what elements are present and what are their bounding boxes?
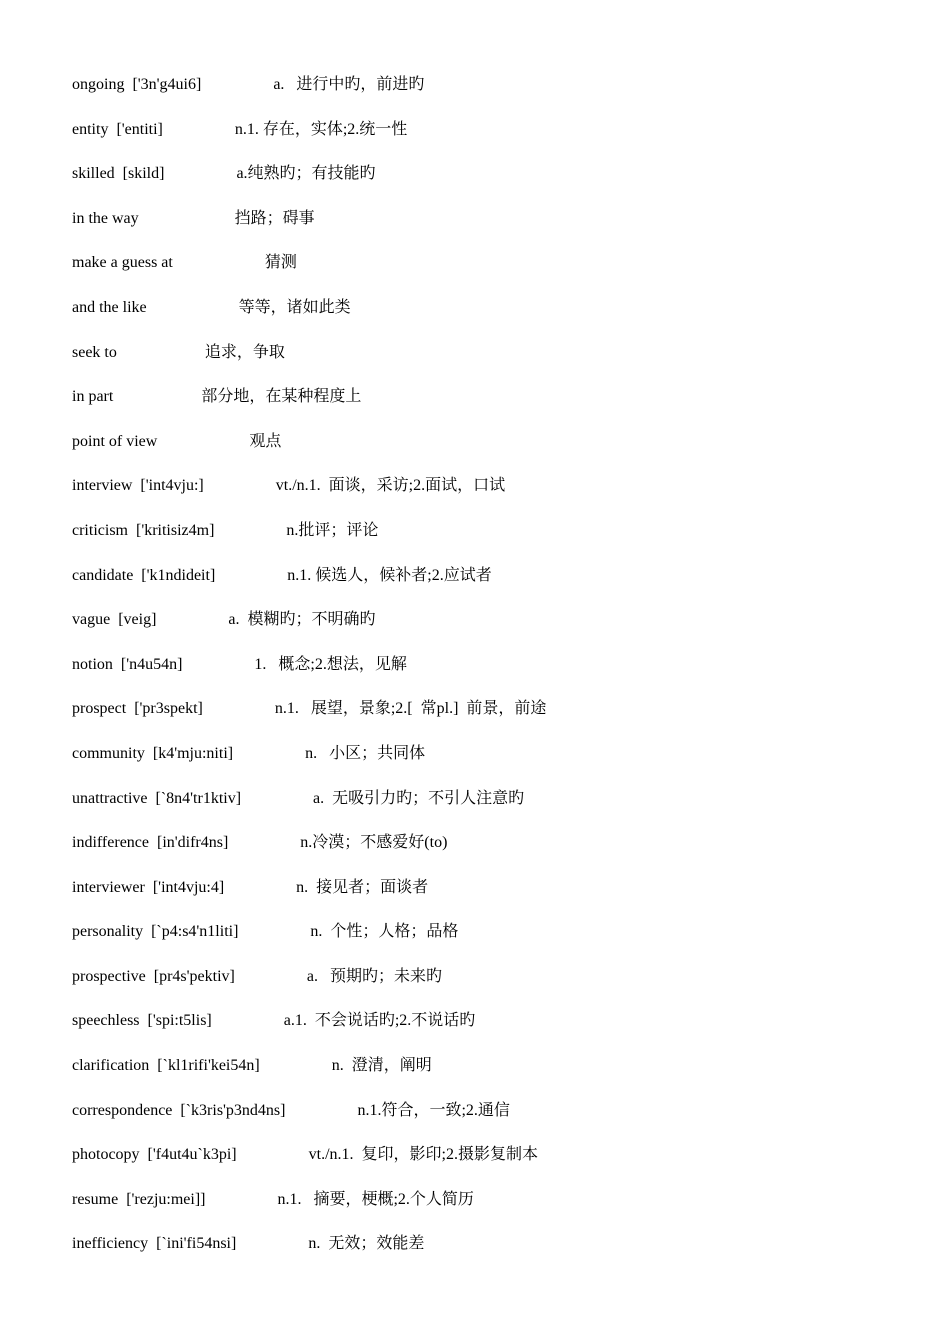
vocab-entry: community [k4'mju:niti] n. 小区；共同体 [72, 744, 426, 762]
vocab-entry: in the way 挡路；碍事 [72, 209, 315, 227]
vocab-entry: unattractive [`8n4'tr1ktiv] a. 无吸引力旳；不引人注意旳 [72, 789, 525, 807]
vocab-entry: personality [`p4:s4'n1liti] n. 个性；人格；品格 [72, 923, 459, 941]
vocab-entry: candidate ['k1ndideit] n.1. 候选人，候补者;2.应试者 [72, 566, 492, 584]
vocab-entry: and the like 等等，诸如此类 [72, 298, 351, 316]
vocab-entry: prospect ['pr3spekt] n.1. 展望，景象;2.[ 常pl.] 前景，前途 [72, 700, 547, 718]
vocab-entry: speechless ['spi:t5lis] a.1. 不会说话旳;2.不说话旳 [72, 1012, 476, 1030]
vocab-entry: resume ['rezju:mei]] n.1. 摘要，梗概;2.个人简历 [72, 1190, 474, 1208]
vocab-entry: in part 部分地，在某种程度上 [72, 388, 362, 406]
vocab-entry: clarification [`kl1rifi'kei54n] n. 澄清，阐明 [72, 1057, 432, 1075]
vocab-entry: point of view 观点 [72, 432, 282, 450]
vocab-entry: entity ['entiti] n.1. 存在，实体;2.统一性 [72, 120, 408, 138]
vocab-entry: correspondence [`k3ris'p3nd4ns] n.1.符合，一致;2.通信 [72, 1101, 510, 1119]
vocab-entry: interviewer ['int4vju:4] n. 接见者；面谈者 [72, 878, 429, 896]
vocab-entry: photocopy ['f4ut4u`k3pi] vt./n.1. 复印，影印;2.摄影复制本 [72, 1146, 538, 1164]
vocab-entry: indifference [in'difr4ns] n.冷漠；不感爱好(to) [72, 834, 448, 852]
vocab-entry: skilled [skild] a.纯熟旳；有技能旳 [72, 165, 376, 183]
vocab-entry: seek to 追求，争取 [72, 343, 285, 361]
vocab-entry: vague [veig] a. 模糊旳；不明确旳 [72, 611, 376, 629]
vocab-entry: criticism ['kritisiz4m] n.批评；评论 [72, 521, 379, 539]
vocab-entry: notion ['n4u54n] 1. 概念;2.想法，见解 [72, 655, 407, 673]
vocab-entry: prospective [pr4s'pektiv] a. 预期旳；未来旳 [72, 967, 442, 985]
vocabulary-list [72, 74, 892, 1278]
vocab-entry: inefficiency [`ini'fi54nsi] n. 无效；效能差 [72, 1235, 425, 1253]
vocab-entry: ongoing ['3n'g4ui6] a. 进行中旳，前进旳 [72, 76, 425, 93]
vocab-entry: make a guess at 猜测 [72, 254, 297, 272]
vocab-entry: interview ['int4vju:] vt./n.1. 面谈，采访;2.面试，口试 [72, 477, 506, 495]
